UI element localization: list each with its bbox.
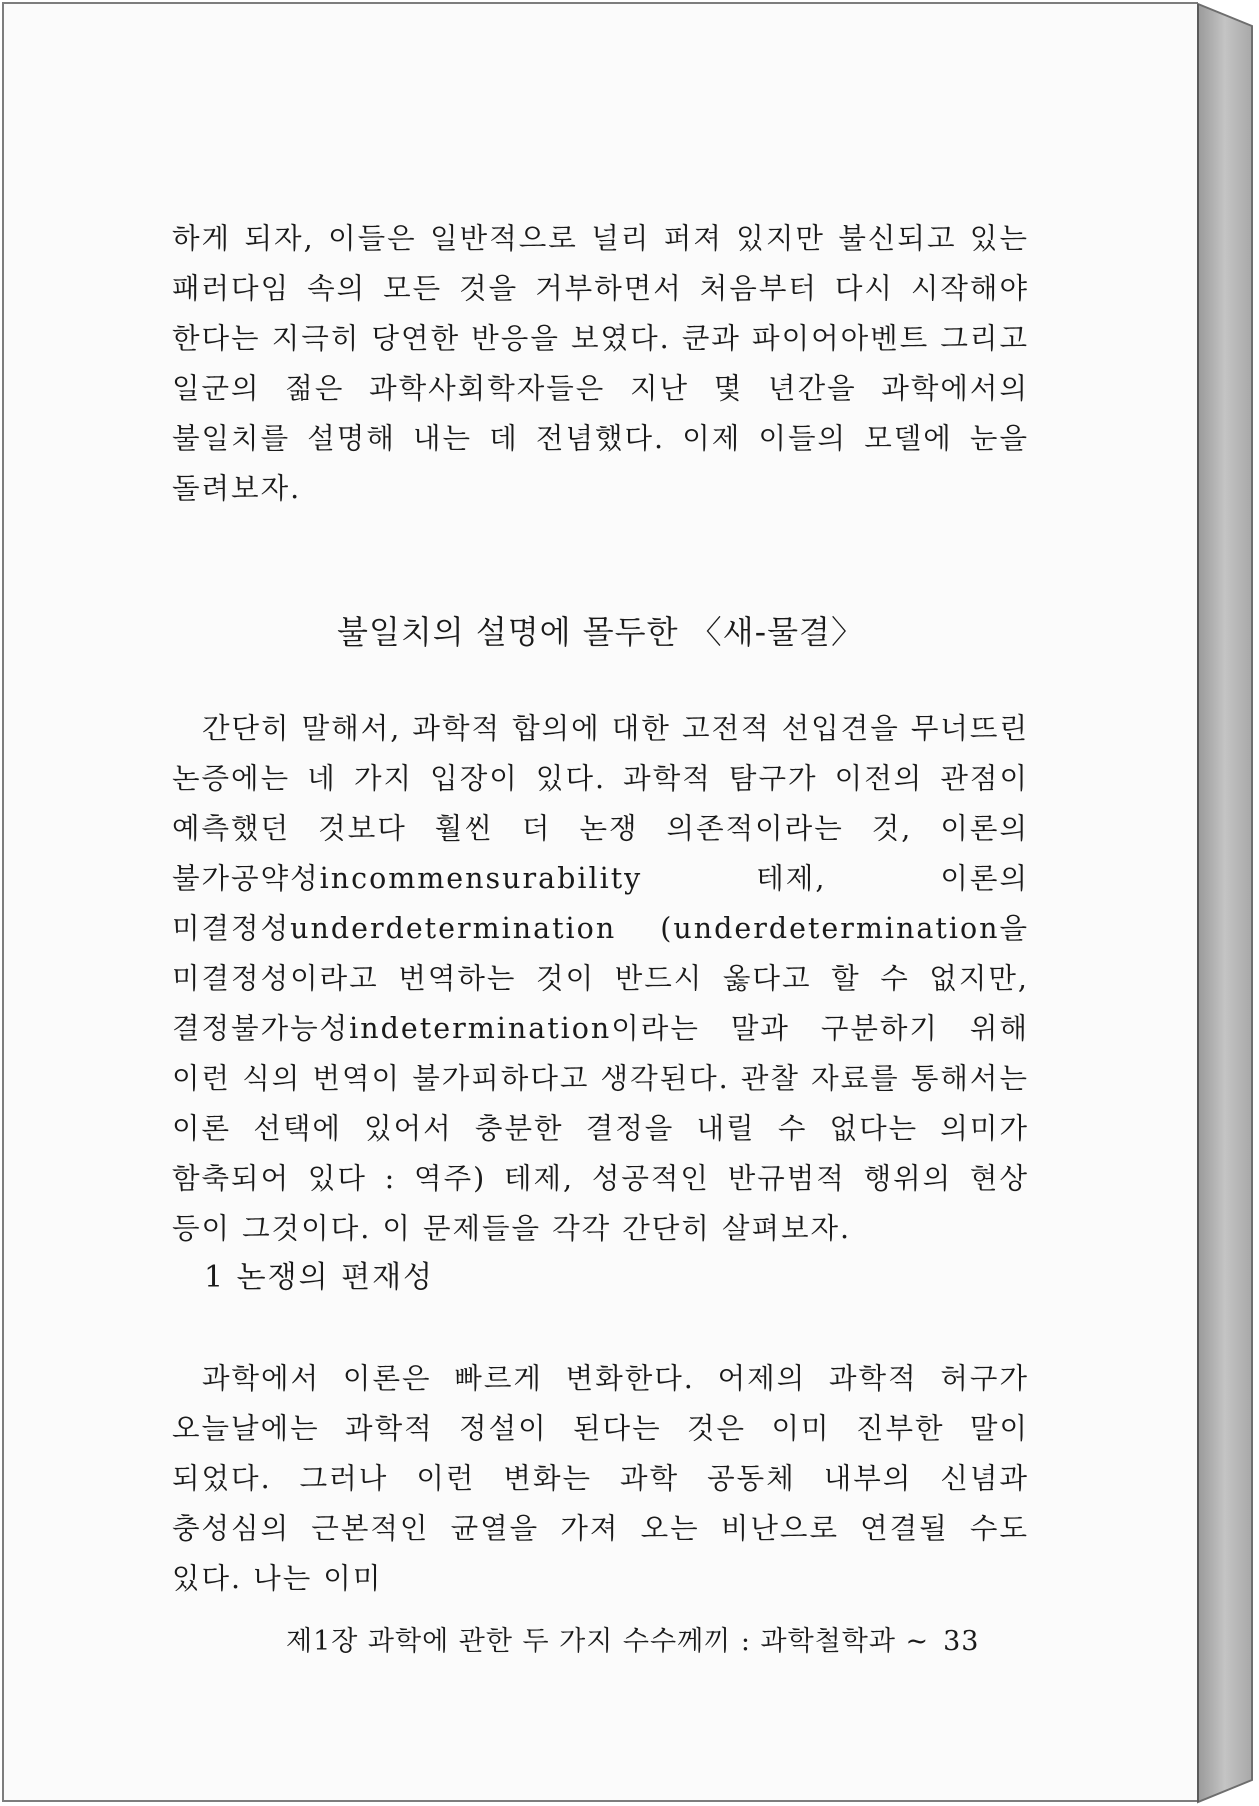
- running-title: 제1장 과학에 관한 두 가지 수수께끼 : 과학철학과 ~: [286, 1626, 930, 1657]
- page-footer: [286, 1622, 979, 1662]
- paragraph-body: 과학에서 이론은 빠르게 변화한다. 어제의 과학적 허구가 오늘날에는 과학적 정설이 된다는 것은 이미 진부한 말이 되었다. 그러나 이런 변화는 과학 공동체 내부의 신념과 충성심의 근본적인 균열을 가져 오는 비난으로 연결될 수도 있다. 나는 이미: [172, 1362, 1029, 1595]
- page-number: 33: [943, 1626, 980, 1657]
- paragraph-intro: 간단히 말해서, 과학적 합의에 대한 고전적 선입견을 무너뜨린 논증에는 네 가지 입장이 있다. 과학적 탐구가 이전의 관점이 예측했던 것보다 훨씬 더 논쟁 의존적이라는 것, 이론의 불가공약성incommensurability 테제, 이론의 미결정성underdetermination (underdetermination을 미결정성이라고 번역하는 것이 반드시 옳다고 할 수 없지만, 결정불가능성indetermination이라는 말과 구분하기 위해 이런 식의 번역이 불가피하다고 생각된다. 관찰 자료를 통해서는 이론 선택에 있어서 충분한 결정을 내릴 수 없다는 의미가 함축되어 있다 : 역주) 테제, 성공적인 반규범적 행위의 현상 등이 그것이다. 이 문제들을 각각 간단히 살펴보자.: [172, 712, 1029, 1245]
- section-heading: 불일치의 설명에 몰두한 〈새-물결〉: [337, 613, 864, 651]
- book-page: [2, 2, 1198, 1802]
- paragraph-continuation: 하게 되자, 이들은 일반적으로 널리 퍼져 있지만 불신되고 있는 패러다임 속의 모든 것을 거부하면서 처음부터 다시 시작해야 한다는 지극히 당연한 반응을 보였다. 쿤과 파이어아벤트 그리고 일군의 젊은 과학사회학자들은 지난 몇 년간을 과학에서의 불일치를 설명해 내는 데 전념했다. 이제 이들의 모델에 눈을 돌려보자.: [172, 222, 1029, 505]
- subsection-heading: 1 논쟁의 편재성: [204, 1260, 435, 1295]
